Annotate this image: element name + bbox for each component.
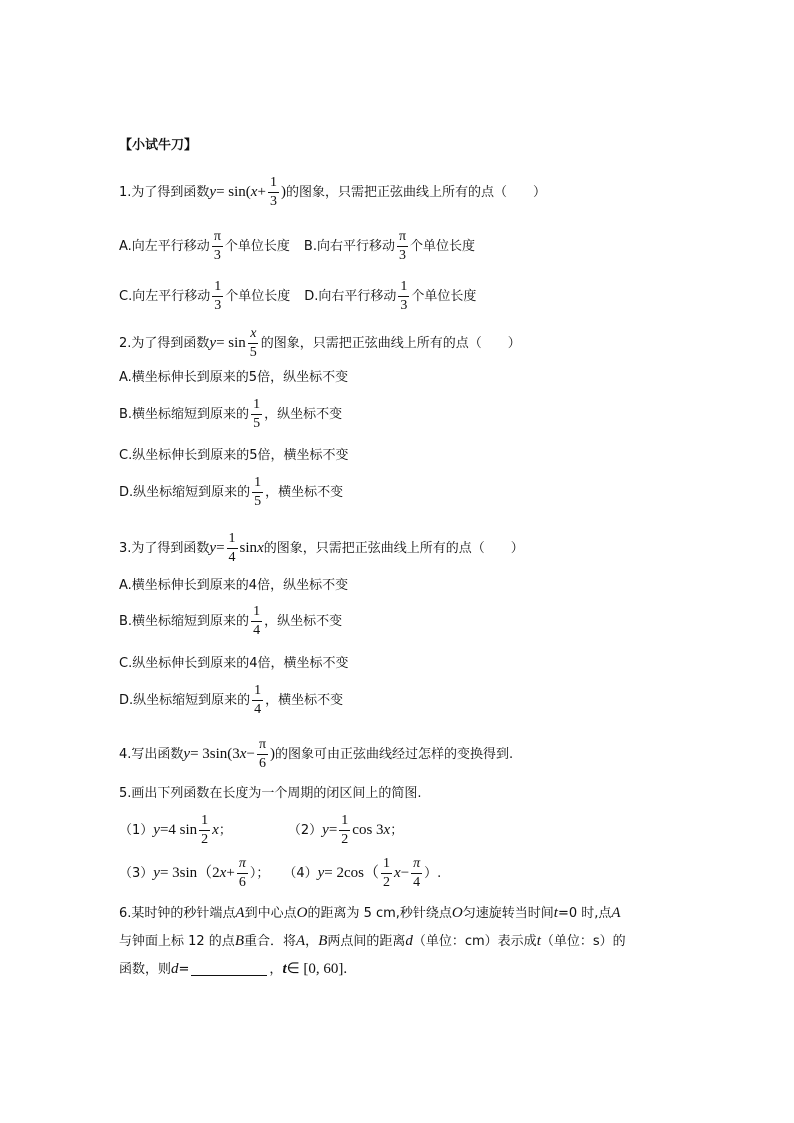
fraction-denominator: 5	[253, 416, 261, 431]
fraction-numerator: 1	[381, 857, 392, 874]
q1-option-d-post: 个单位长度	[411, 289, 477, 304]
q5-p3-label: （3）	[119, 866, 154, 881]
fraction-denominator: 4	[228, 550, 236, 565]
section-heading: 【小试牛刀】	[119, 138, 198, 153]
fraction-numerator: 1	[199, 814, 210, 831]
q4-var-x: x	[239, 746, 247, 762]
fraction-numerator: π	[237, 857, 248, 874]
q5-p1-var-y: y	[153, 822, 160, 838]
fraction-denominator: 3	[269, 194, 277, 209]
q5-p3-eq: = 3sin（2	[159, 865, 220, 881]
q6-text: 匀速旋转当时间	[462, 906, 554, 921]
q1-option-d-fraction	[398, 280, 409, 313]
q5-parts-3-4	[119, 857, 441, 890]
q6-text: =0 时,点	[557, 906, 612, 921]
q6-text: 的距离为 5 cm,秒针绕点	[307, 906, 452, 921]
fraction-numerator: π	[257, 738, 268, 755]
fraction-numerator: 1	[268, 176, 279, 193]
question-6-line-2	[119, 934, 626, 949]
q1-option-b-post: 个单位长度	[410, 239, 476, 254]
fraction-numerator: 1	[398, 280, 409, 297]
q3-var-x: x	[257, 540, 264, 556]
q6-answer-blank[interactable]	[191, 963, 267, 976]
q4-prefix: 4.写出函数	[119, 747, 184, 762]
q4-var-y: y	[183, 746, 191, 762]
fraction-numerator: x	[248, 327, 258, 344]
q1-fraction	[268, 176, 279, 209]
fraction-denominator: 3	[214, 298, 222, 313]
q6-text: 函数，则	[119, 962, 172, 977]
fraction-numerator: 1	[251, 398, 262, 415]
q5-p4-eq: = 2cos（	[324, 865, 380, 881]
q5-p2-cos: cos 3	[352, 822, 384, 838]
q2-option-b-post: ，纵坐标不变	[264, 407, 343, 422]
q3-option-b-post: ，纵坐标不变	[264, 614, 343, 629]
q1-option-a-fraction	[212, 230, 223, 263]
q1-sin: = sin(	[216, 184, 251, 200]
q6-text: 重合．将	[243, 934, 296, 949]
q1-option-c-pre: C.向左平行移动	[119, 289, 211, 304]
q6-var-t: t	[536, 933, 541, 949]
q4-fraction	[257, 738, 268, 771]
q3-prefix: 3.为了得到函数	[119, 541, 210, 556]
q6-text: （单位：s）的	[540, 934, 626, 949]
q6-text: ，	[269, 962, 283, 977]
q1-option-c-post: 个单位长度	[225, 289, 291, 304]
q5-parts-1-2	[119, 814, 403, 847]
question-1-stem	[119, 176, 546, 209]
fraction-numerator: π	[212, 230, 223, 247]
fraction-numerator: 1	[227, 532, 238, 549]
question-1-options-ab	[119, 230, 475, 263]
q3-option-d-pre: D.纵坐标缩短到原来的	[119, 693, 251, 708]
fraction-denominator: 6	[238, 875, 246, 890]
fraction-numerator: 1	[339, 814, 350, 831]
q5-p4-fraction-1	[381, 857, 392, 890]
q6-text: 6.某时钟的秒针端点	[119, 906, 236, 921]
q5-p3-plus: +	[226, 865, 235, 881]
fraction-denominator: 4	[413, 875, 421, 890]
fraction-denominator: 3	[213, 248, 221, 263]
q5-p4-fraction-2	[411, 857, 422, 890]
q2-option-d-fraction	[252, 476, 263, 509]
q5-p2-end: ；	[390, 823, 404, 838]
q3-option-d-post: ，横坐标不变	[265, 693, 344, 708]
q4-close: )	[270, 746, 276, 762]
q5-p2-var-x: x	[383, 822, 391, 838]
q3-option-b-pre: B.横坐标缩短到原来的	[119, 614, 250, 629]
q2-option-d-post: ，横坐标不变	[265, 485, 344, 500]
q4-minus: −	[246, 746, 255, 762]
q5-p2-eq: =	[328, 822, 338, 838]
question-2-stem	[119, 327, 521, 360]
fraction-numerator: 1	[212, 280, 223, 297]
q3-sin: sin	[239, 540, 258, 556]
q6-text: 与钟面上标 12 的点	[119, 934, 235, 949]
q1-option-a-post: 个单位长度	[224, 239, 290, 254]
q3-option-c: C.纵坐标伸长到原来的4倍，横坐标不变	[119, 656, 349, 671]
q2-prefix: 2.为了得到函数	[119, 336, 210, 351]
q5-p1-end: ；	[218, 823, 232, 838]
question-4	[119, 738, 513, 771]
fraction-denominator: 2	[383, 875, 391, 890]
q5-p4-var-x: x	[394, 865, 401, 881]
q5-p3-var-x: x	[219, 865, 227, 881]
q5-p3-close: ）；	[249, 866, 270, 881]
q3-fraction	[227, 532, 238, 565]
question-6-line-3	[119, 962, 347, 977]
fraction-numerator: 1	[252, 684, 263, 701]
q3-option-b-fraction	[251, 605, 262, 638]
q5-p2-label: （2）	[287, 823, 323, 838]
q2-var-y: y	[209, 335, 217, 351]
fraction-denominator: 3	[399, 248, 406, 263]
q4-eq: = 3sin(3	[190, 746, 240, 762]
q6-text: ，	[305, 934, 319, 949]
q5-p4-var-y: y	[317, 865, 325, 881]
fraction-numerator: π	[411, 857, 422, 874]
q6-text: =	[178, 962, 190, 977]
fraction-denominator: 6	[258, 756, 266, 771]
q6-point-a: A	[235, 905, 245, 921]
q6-var-d: d	[171, 961, 179, 977]
q1-var-y: y	[209, 184, 217, 200]
q1-suffix: 的图象，只需把正弦曲线上所有的点（ ）	[285, 185, 546, 200]
q5-p1-label: （1）	[119, 823, 154, 838]
q3-suffix: 的图象，只需把正弦曲线上所有的点（ ）	[263, 541, 524, 556]
q3-option-b	[119, 605, 342, 638]
q6-point-b: B	[234, 933, 244, 949]
fraction-denominator: 4	[254, 702, 262, 717]
q6-text: （单位：cm）表示成	[412, 934, 537, 949]
q6-text: 两点间的距离	[327, 934, 406, 949]
q1-option-b-pre: B.向右平行移动	[303, 239, 395, 254]
q2-option-c: C.纵坐标伸长到原来的5倍，横坐标不变	[119, 448, 349, 463]
q5-p2-fraction	[339, 814, 350, 847]
q2-option-b-pre: B.横坐标缩短到原来的	[119, 407, 250, 422]
question-1-options-cd	[119, 280, 476, 313]
question-3-stem	[119, 532, 524, 565]
q1-prefix: 1.为了得到函数	[119, 185, 210, 200]
q2-suffix: 的图象，只需把正弦曲线上所有的点（ ）	[260, 336, 521, 351]
fraction-numerator: 1	[252, 476, 263, 493]
question-6-line-1	[119, 906, 621, 921]
q2-sin: = sin	[216, 335, 246, 351]
q1-option-a-pre: A.向左平行移动	[119, 239, 210, 254]
q2-option-b	[119, 398, 342, 431]
q2-option-d	[119, 476, 343, 509]
q5-p4-minus: −	[400, 865, 410, 881]
q2-fraction	[248, 327, 259, 360]
q1-close: )	[280, 184, 286, 200]
q2-option-d-pre: D.纵坐标缩短到原来的	[119, 485, 251, 500]
q4-suffix: 的图象可由正弦曲线经过怎样的变换得到.	[275, 747, 514, 762]
q6-var-t: t	[282, 961, 287, 977]
fraction-denominator: 4	[253, 623, 261, 638]
q3-option-d-fraction	[252, 684, 263, 717]
q6-point-o: O	[296, 905, 308, 921]
q5-p1-fraction	[199, 814, 210, 847]
q5-p2-var-y: y	[322, 822, 329, 838]
q5-p3-fraction	[237, 857, 248, 890]
q3-eq: =	[216, 540, 225, 556]
q3-option-a: A.横坐标伸长到原来的4倍，纵坐标不变	[119, 578, 349, 593]
q6-var-d: d	[405, 933, 413, 949]
fraction-numerator: π	[397, 230, 408, 247]
fraction-numerator: 1	[251, 605, 262, 622]
q1-plus: +	[257, 184, 266, 200]
q3-option-d	[119, 684, 343, 717]
fraction-denominator: 2	[201, 832, 209, 847]
q6-text: 到中心点	[244, 906, 297, 921]
q5-p3-var-y: y	[153, 865, 160, 881]
q6-point-a: A	[296, 933, 306, 949]
fraction-denominator: 2	[341, 832, 349, 847]
q2-option-b-fraction	[251, 398, 262, 431]
q6-point-a: A	[611, 905, 621, 921]
fraction-denominator: 5	[254, 494, 262, 509]
q1-option-b-fraction	[397, 230, 408, 263]
fraction-denominator: 5	[249, 345, 257, 360]
q3-var-y: y	[209, 540, 217, 556]
q6-var-t: t	[553, 905, 558, 921]
q5-p1-eq: =4 sin	[159, 822, 198, 838]
q6-point-o: O	[451, 905, 463, 921]
q6-point-b: B	[318, 933, 328, 949]
q2-option-a: A.横坐标伸长到原来的5倍，纵坐标不变	[119, 370, 349, 385]
q6-domain: ∈ [0, 60].	[286, 961, 348, 977]
q5-p1-var-x: x	[212, 822, 219, 838]
q1-option-d-pre: D.向右平行移动	[304, 289, 397, 304]
q1-option-c-fraction	[212, 280, 223, 313]
q1-var-x: x	[250, 184, 258, 200]
fraction-denominator: 3	[400, 298, 408, 313]
question-5-stem: 5.画出下列函数在长度为一个周期的闭区间上的简图.	[119, 786, 422, 801]
q5-p4-close: ）.	[424, 866, 442, 881]
q5-p4-label: （4）	[283, 866, 318, 881]
